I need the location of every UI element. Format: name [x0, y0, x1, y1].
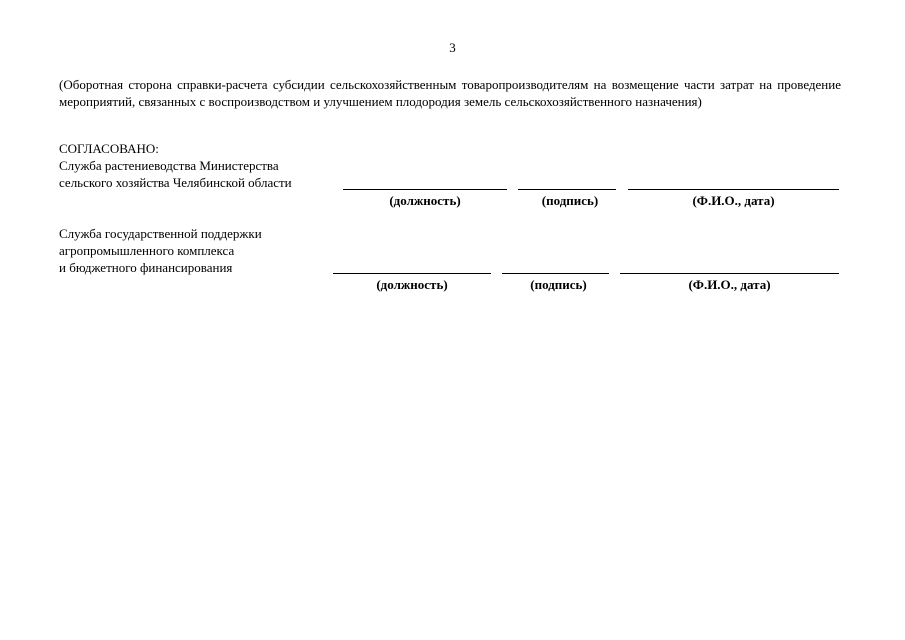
position-line — [333, 273, 491, 274]
signature-line — [518, 189, 616, 190]
name-date-label: (Ф.И.О., дата) — [688, 277, 771, 292]
page-number: 3 — [449, 40, 456, 55]
signature-label: (подпись) — [530, 277, 587, 292]
org-line: агропромышленного комплекса — [59, 243, 235, 258]
position-line — [343, 189, 507, 190]
org-name — [59, 157, 292, 191]
approval-block-state-support — [59, 225, 849, 285]
org-line: и бюджетного финансирования — [59, 260, 233, 275]
position-label: (должность) — [389, 193, 461, 208]
org-name — [59, 225, 262, 276]
document-intro: (Оборотная сторона справки-расчета субсидии сельскохозяйственным товаропроизводителям на возмещение части затрат на проведение мероприятий, связанных с воспроизводством и улучшением плодородия земель сельскохозяйственного назначения) — [59, 77, 841, 109]
org-line: Служба государственной поддержки — [59, 226, 262, 241]
signature-label: (подпись) — [541, 193, 599, 208]
agreed-heading: СОГЛАСОВАНО: — [59, 141, 159, 156]
name-date-label: (Ф.И.О., дата) — [692, 193, 775, 208]
name-date-line — [628, 189, 839, 190]
org-line: Служба растениеводства Министерства — [59, 158, 279, 173]
signature-line — [502, 273, 609, 274]
name-date-line — [620, 273, 839, 274]
position-label: (должность) — [376, 277, 448, 292]
org-line: сельского хозяйства Челябинской области — [59, 175, 292, 190]
